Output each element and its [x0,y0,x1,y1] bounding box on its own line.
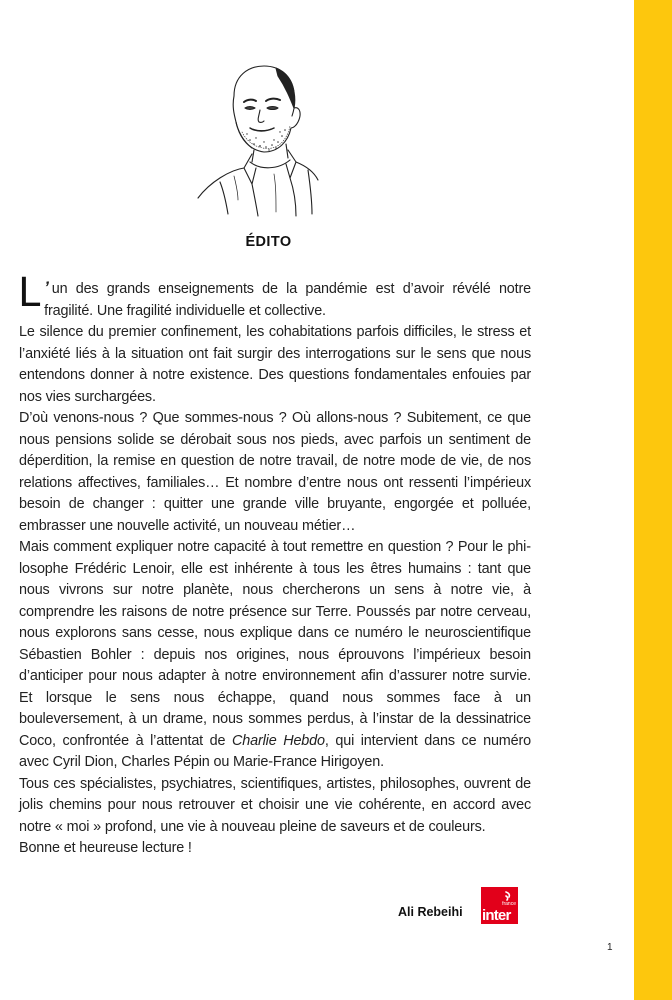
paragraph-text: un des grands enseignements de la pandémie est d’avoir révélé notre fragilité. Une fragilité individuelle et collective. [44,281,531,319]
dropcap-letter: L [18,270,41,316]
page-number: 1 [607,942,613,953]
paragraph: Tous ces spécialistes, psychiatres, scientifiques, artistes, philosophes, ouvrent de jolis chemins pour nous retrouver et choisir une vie cohérente, en accord avec notre « moi » profond, une vie à nouveau pleine de saveurs et de couleurs. [19,775,531,835]
paragraph: D’où venons-nous ? Que sommes-nous ? Où allons-nous ? Subitement, ce que nous pensions solide se dérobait sous nos pieds, avec parfois un sentiment de déperdition, la remise en question de notre travail, de notre mode de vie, de nos relations affectives, familiales… Et nombre d’entre nous ont ressenti l’impérieux besoin de changer : quitter une grande ville bruyante, engorgée et polluée, embrasser une nouvelle activité, un nouveau métier… [19,410,531,534]
editorial-body [18,270,531,860]
france-inter-logo [481,887,518,924]
dropcap-apostrophe: ’ [44,278,49,297]
author-signature: Ali Rebeihi [398,905,463,919]
paragraph-intro [18,270,531,322]
publication-title: Charlie Hebdo [232,732,325,749]
portrait-illustration-icon [190,58,320,218]
yellow-side-band [634,0,672,1000]
paragraph-text: , qui intervient dans ce numéro avec Cyril Dion, Charles Pépin ou Marie-France Hirigoyen. [19,732,531,770]
page-title: ÉDITO [245,234,292,250]
paragraph: Le silence du premier confinement, les cohabitations parfois difficiles, le stress et l’anxiété liés à la situation ont fait surgir des interrogations sur le sens que nous entendons donner à notre existence. Des questions fondamentales enfouies par nos vies surchargées. [19,324,531,405]
paragraph [19,537,531,774]
logo-small-text: france [502,901,516,907]
closing-line: Bonne et heureuse lecture ! [19,840,192,856]
paragraph-text: Mais comment expliquer notre capacité à tout remettre en question ? Pour le philosophe Frédéric Lenoir, elle est inhérente à tous les êtres humains : tant que nous vivrons sur notre planète, nous chercherons un sens à notre vie, à comprendre les raisons de notre présence sur Terre. Poussés par notre cerveau, nous explorons sans cesse, nous explique dans ce numéro le neuroscientifique Sébastien Bohler : depuis nos origines, nous éprouvons l’impérieux besoin d’anticiper pour nous adapter à notre environnement afin d’assurer notre survie. Et lorsque le sens nous échappe, quand nous sommes face à un bouleversement, à un drame, nous sommes perdus, à l’instar de la dessinatrice Coco, confrontée à l’attentat de [19,539,531,749]
logo-main-text: inter [482,907,511,924]
